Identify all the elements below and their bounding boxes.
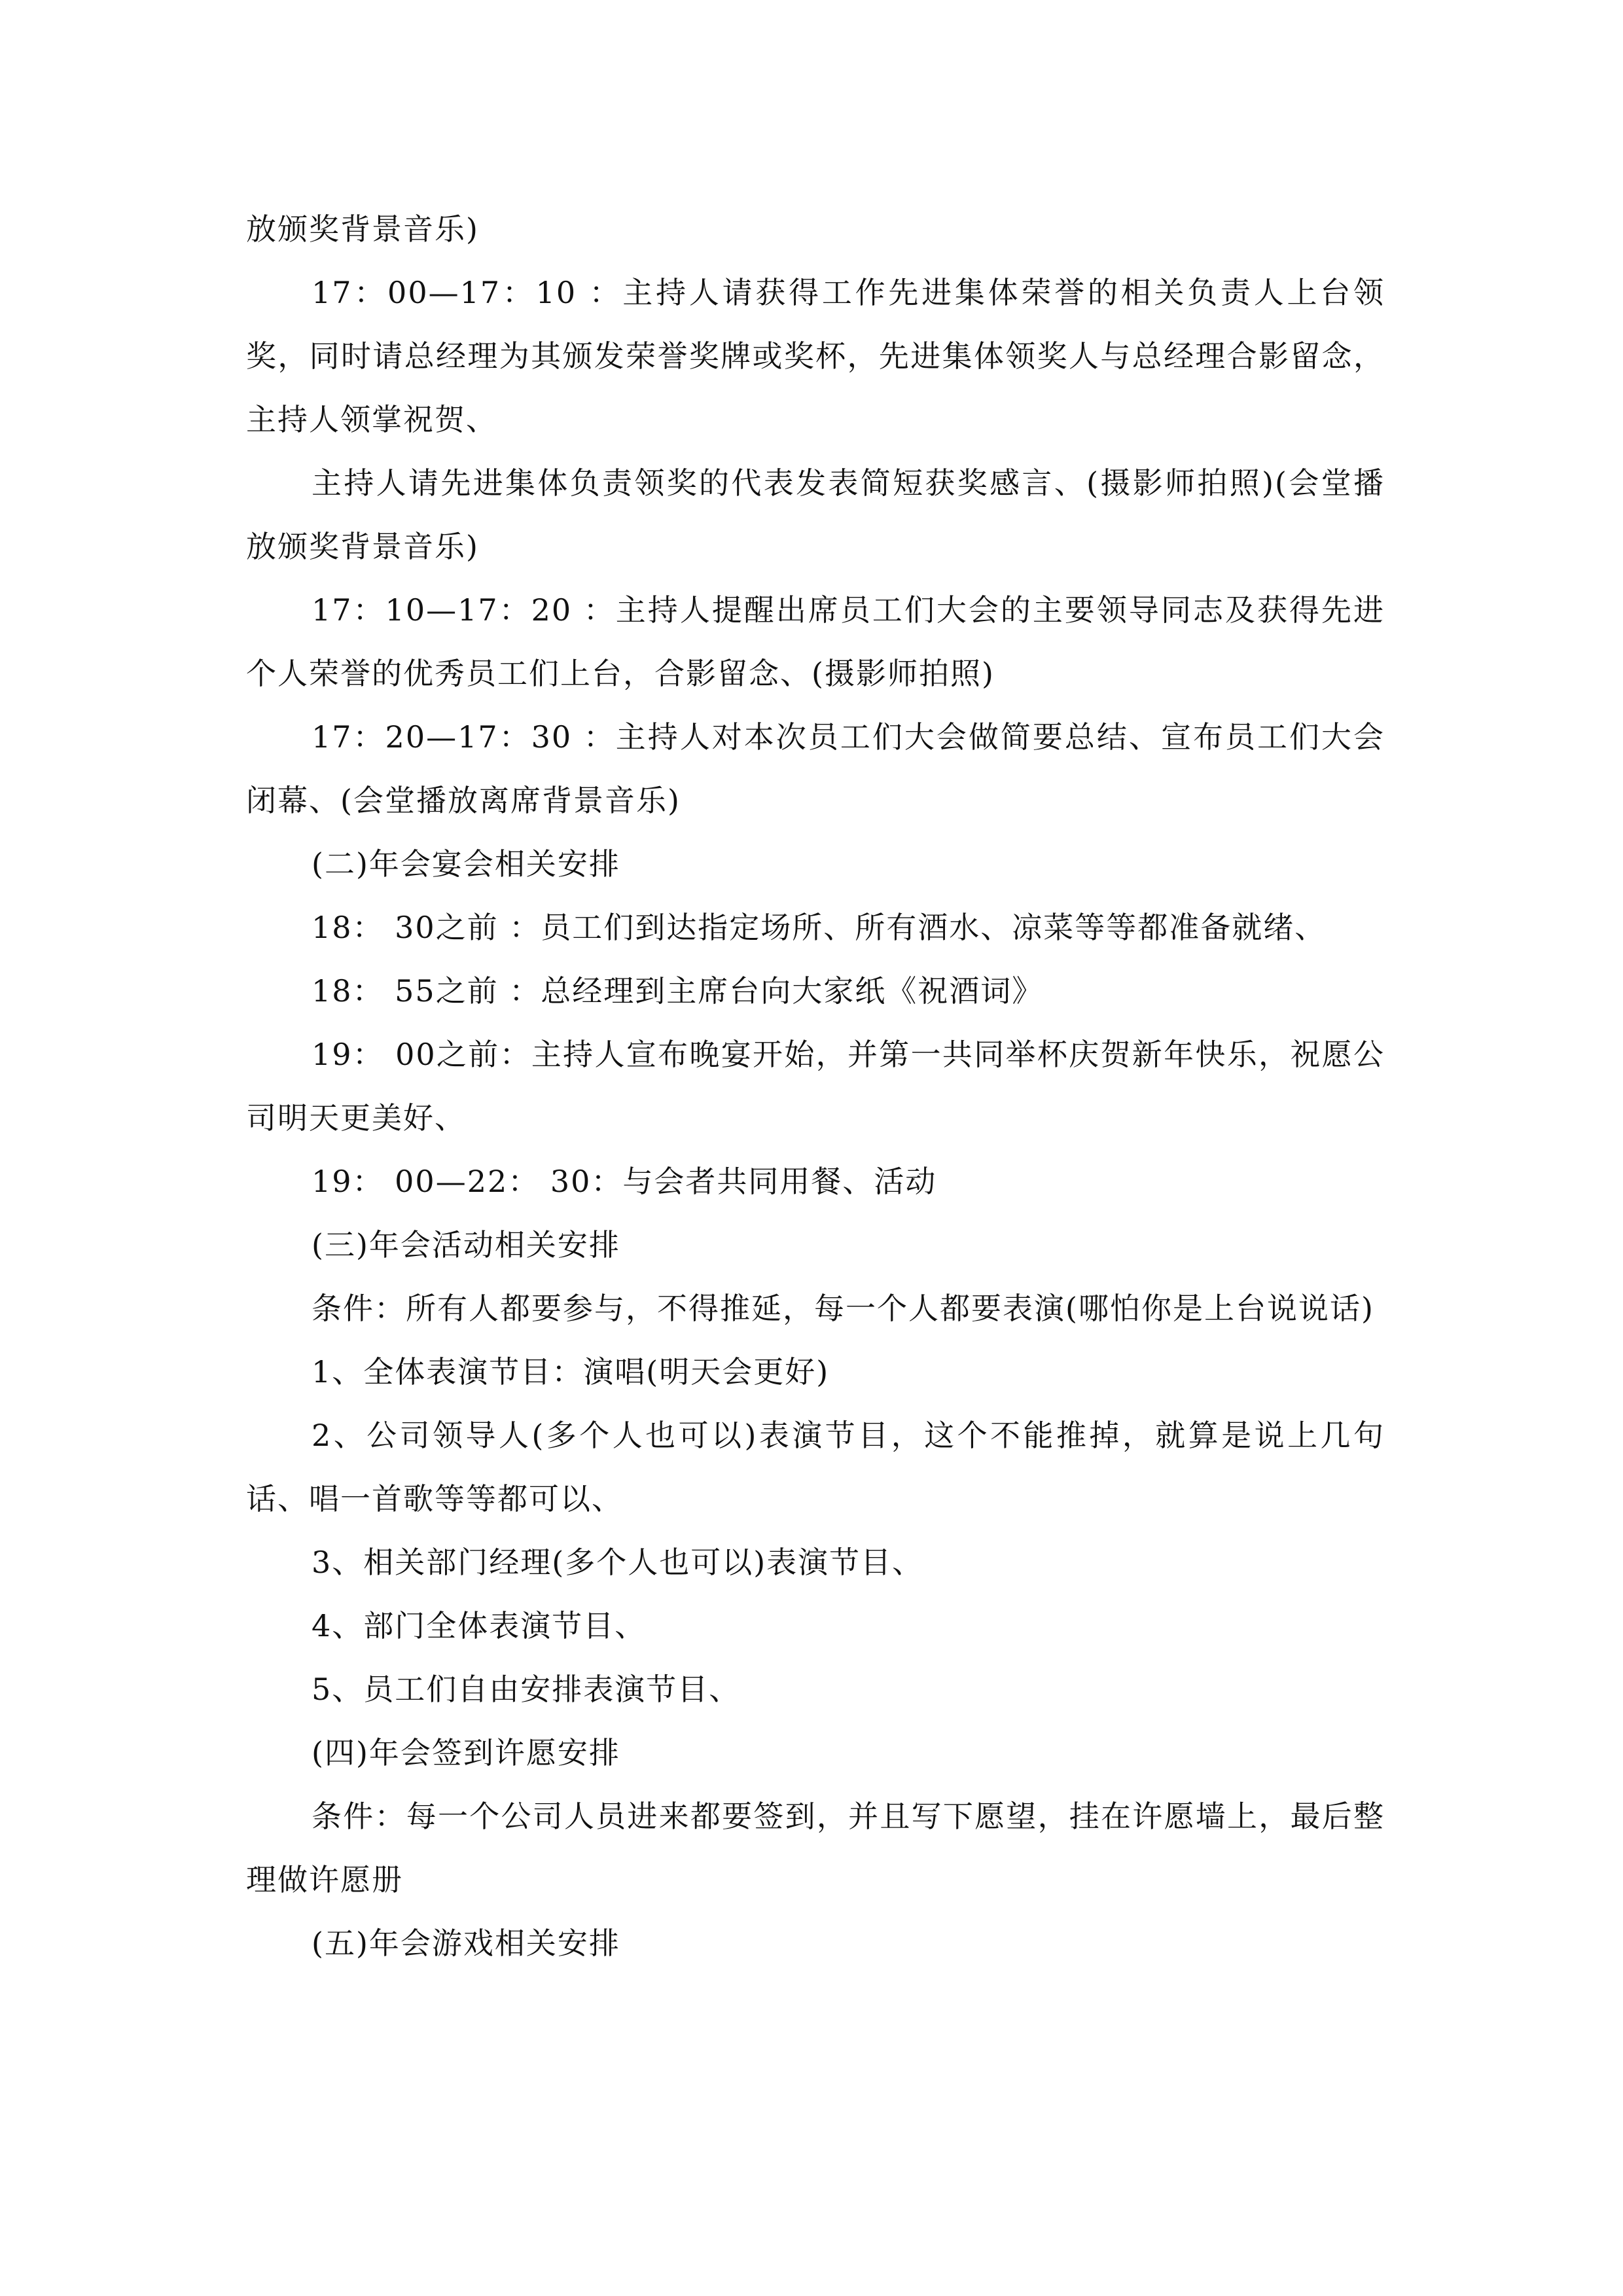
paragraph-7: 18： 30之前 ：员工们到达指定场所、所有酒水、凉菜等等都准备就绪、 [312,910,1327,945]
section-heading-signin: (四)年会签到许愿安排 [312,1735,620,1770]
paragraph-5: 17：20—17：30 ：主持人对本次员工们大会做简要总结、宣布员工们大会闭幕、(会堂播放离席背景音乐) [246,719,1385,818]
list-item-2: 2、公司领导人(多个人也可以)表演节目，这个不能推掉，就算是说上几句话、唱一首歌等等都可以、 [246,1418,1385,1516]
paragraph-10: 19： 00—22： 30：与会者共同用餐、活动 [312,1164,937,1199]
document-body [246,198,1385,1975]
paragraph-1: 放颁奖背景音乐) [246,211,479,247]
section-heading-games: (五)年会游戏相关安排 [312,1926,620,1961]
list-item-1: 1、全体表演节目：演唱(明天会更好) [312,1354,830,1390]
section-heading-banquet: (二)年会宴会相关安排 [312,846,620,882]
list-item-5: 5、员工们自由安排表演节目、 [312,1672,741,1707]
section-heading-activities: (三)年会活动相关安排 [312,1227,620,1263]
paragraph-2: 17：00—17：10 ：主持人请获得工作先进集体荣誉的相关负责人上台领奖，同时请总经理为其颁发荣誉奖牌或奖杯，先进集体领奖人与总经理合影留念，主持人领掌祝贺、 [246,275,1385,437]
paragraph-8: 18： 55之前 ：总经理到主席台向大家纸《祝酒词》 [312,973,1044,1009]
paragraph-3: 主持人请先进集体负责领奖的代表发表简短获奖感言、(摄影师拍照)(会堂播放颁奖背景音乐) [246,465,1385,564]
list-item-3: 3、相关部门经理(多个人也可以)表演节目、 [312,1545,924,1580]
list-item-4: 4、部门全体表演节目、 [312,1608,647,1643]
paragraph-4: 17：10—17：20 ：主持人提醒出席员工们大会的主要领导同志及获得先进个人荣誉的优秀员工们上台，合影留念、(摄影师拍照) [246,592,1385,691]
paragraph-19: 条件：每一个公司人员进来都要签到，并且写下愿望，挂在许愿墙上，最后整理做许愿册 [246,1799,1385,1897]
paragraph-9: 19： 00之前：主持人宣布晚宴开始，并第一共同举杯庆贺新年快乐，祝愿公司明天更美好、 [246,1037,1385,1136]
paragraph-12: 条件：所有人都要参与，不得推延，每一个人都要表演(哪怕你是上台说说话) [312,1291,1374,1326]
